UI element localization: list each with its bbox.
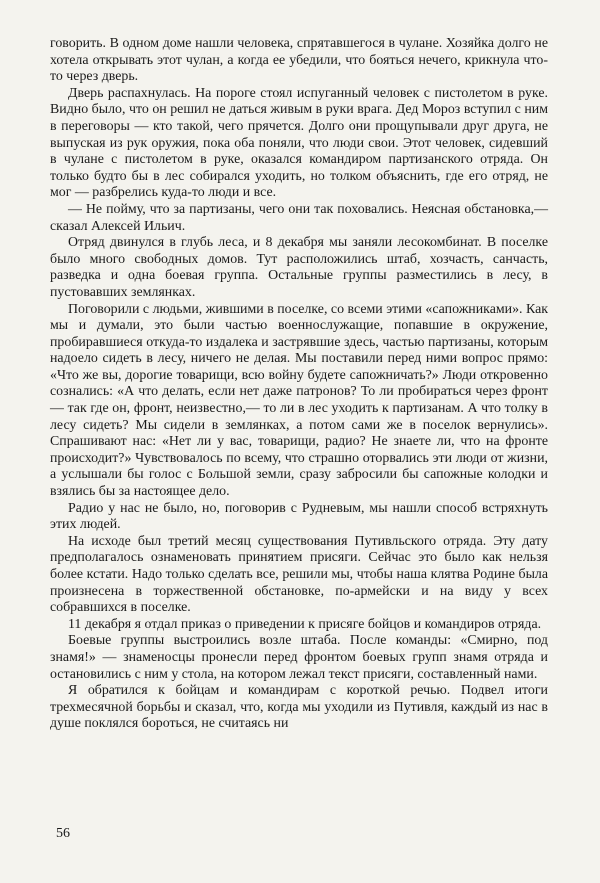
paragraph-2: Дверь распахнулась. На пороге стоял испуганный человек с пистолетом в руке. Видно было, что он решил не даться живым в руки врага. Дед Мороз вступил с ним в переговоры — кто такой, чего прячется. Долго они прощупывали друг друга, не выпуская из рук оружия, пока оба поняли, что люди свои. Этот человек, сидевший в чулане с пистолетом в руке, оказался командиром партизанского отряда. Он только будто бы в лес собирался уходить, но толком объяснить, где его отряд, не мог — разбрелись куда-то люди и все. — [50, 85, 548, 201]
paragraph-1: говорить. В одном доме нашли человека, спрятавшегося в чулане. Хозяйка долго не хотела открывать этот чулан, а когда ее убедили, что бояться нечего, крикнула что-то через дверь. — [50, 36, 548, 85]
paragraph-6: Радио у нас не было, но, поговорив с Рудневым, мы нашли способ встряхнуть этих людей. — [50, 500, 548, 533]
paragraph-10: Я обратился к бойцам и командирам с короткой речью. Подвел итоги трехмесячной борьбы и сказал, что, когда мы уходили из Путивля, каждый из нас в душе поклялся бороться, не считаясь ни — [50, 683, 548, 732]
paragraph-7: На исходе был третий месяц существования Путивльского отряда. Эту дату предполагалось ознаменовать принятием присяги. Сейчас это было как нельзя более кстати. Надо только сделать все, решили мы, чтобы наша клятва Родине была произнесена в торжественной обстановке, по-армейски и на виду у всех собравшихся в поселке. — [50, 533, 548, 616]
page-body — [50, 36, 548, 733]
paragraph-5: Поговорили с людьми, жившими в поселке, со всеми этими «сапожниками». Как мы и думали, это были частью военнослужащие, попавшие в окружение, пробиравшиеся откуда-то издалека и застрявшие здесь, частью партизаны, которым надоело сидеть в лесу, ничего не делая. Мы поставили перед ними вопрос прямо: «Что же вы, дорогие товарищи, всю войну будете сапожничать?» Люди откровенно сознались: «А что делать, если нет даже патронов? То ли пробираться через фронт — так где он, фронт, неизвестно,— то ли в лес уходить к партизанам. А что толку в лесу сидеть? Мы сидели в землянках, а потом сами же в поселок вернулись». Спрашивают нас: «Нет ли у вас, товарищи, радио? Не знаете ли, что на фронте происходит?» Чувствовалось по всему, что страшно оторвались эти люди от жизни, а услышали бы голос с Большой земли, сразу забросили бы сапожные колодки и взялись бы за настоящее дело. — [50, 301, 548, 500]
page-number: 56 — [56, 826, 70, 841]
paragraph-8: 11 декабря я отдал приказ о приведении к присяге бойцов и командиров отряда. — [68, 616, 542, 632]
paragraph-9: Боевые группы выстроились возле штаба. После команды: «Смирно, под знамя!» — знаменосцы пронесли перед фронтом боевых групп знамя отряда и остановились с ним у стола, на котором лежал текст присяги, составленный нами. — [50, 633, 548, 682]
paragraph-4: Отряд двинулся в глубь леса, и 8 декабря мы заняли лесокомбинат. В поселке было много свободных домов. Тут расположились штаб, хозчасть, санчасть, разведка и одна боевая группа. Остальные группы разместились в лесу, в пустовавших землянках. — [50, 235, 548, 300]
paragraph-3: — Не пойму, что за партизаны, чего они так поховались. Неясная обстановка,— сказал Алексей Ильич. — [50, 201, 548, 234]
